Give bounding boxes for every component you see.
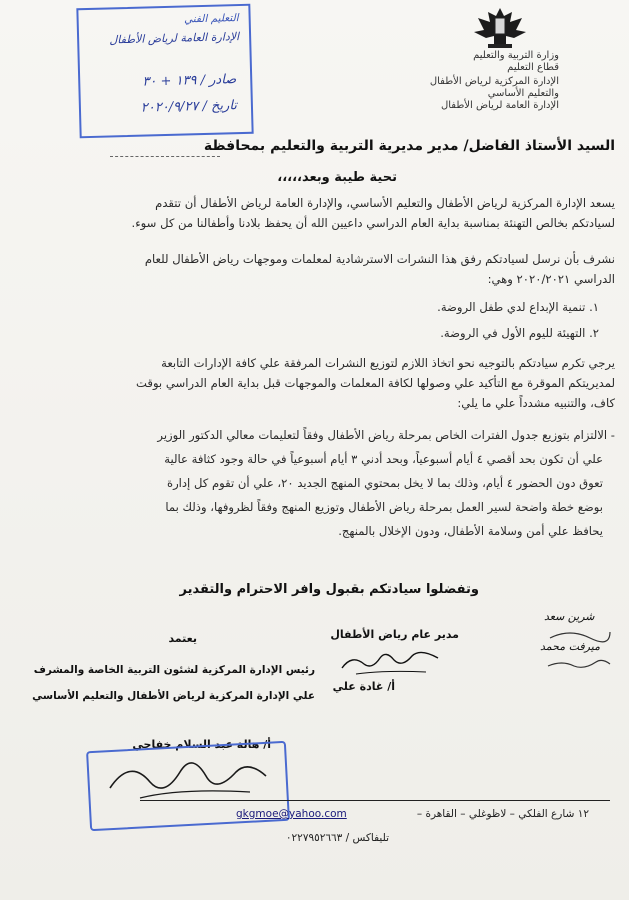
stamp-export-number: صادر / ١٣٩ + ٣٠ <box>142 72 237 90</box>
footer-address: ١٢ شارع الفلكي – لاظوغلي – القاهرة – <box>416 808 589 820</box>
closing-line: وتفضلوا سيادتكم بقبول وافر الاحترام والتقدير <box>179 582 479 597</box>
egypt-eagle-emblem-icon <box>470 4 530 50</box>
paragraph3-line1: يرجي تكرم سيادتكم بالتوجيه نحو اتخاذ اللازم لتوزيع النشرات المرفقة علي كافة الإدارات التابعة <box>161 356 615 370</box>
recipient-line: السيد الأستاذ الفاضل/ مدير مديرية التربية والتعليم بمحافظة <box>203 138 615 154</box>
sector-name: قطاع التعليم <box>507 62 559 73</box>
paragraph3-line3: كاف، والتنبيه مشدداً علي ما يلي: <box>457 396 615 410</box>
paragraph3-line2: لمديريتكم الموقرة مع التأكيد علي وصولها لكافة المعلمات والموجهات قبل بداية العام الدراسي بوقت <box>136 376 615 390</box>
greeting: تحية طيبة وبعد،،،،، <box>277 170 397 185</box>
general-manager-signature-icon <box>336 646 446 680</box>
general-manager-title: مدير عام رياض الأطفال <box>330 628 459 641</box>
list-item-2: ٢. التهيئة لليوم الأول في الروضة. <box>440 326 599 340</box>
paragraph1-line1: يسعد الإدارة المركزية لرياض الأطفال والتعليم الأساسي، والإدارة العامة لرياض الأطفال أن تتقدم <box>155 196 615 210</box>
paragraph2-line1: نشرف بأن نرسل لسيادتكم رفق هذا النشرات الاسترشادية لمعلمات وموجهات رياض الأطفال للعام <box>144 252 615 266</box>
incoming-stamp <box>76 4 253 139</box>
bullet-line1: - الالتزام بتوزيع جدول الفترات الخاص بمرحلة رياض الأطفال وفقاً لتعليمات معالي الدكتور الوزير <box>157 428 615 442</box>
paragraph1-line2: لسيادتكم بخالص التهنئة بمناسبة بداية العام الدراسي داعيين الله أن يحفظ بلادنا وأطفالنا من كل سوء. <box>131 216 615 230</box>
left-initial-name2: ميرفت محمد <box>540 640 600 653</box>
footer-separator <box>140 800 610 801</box>
left-initial-name1: شرين سعد <box>544 610 595 623</box>
central-head-name: أ/ هالة عبد السلام خفاجي <box>132 738 271 751</box>
stamp-date: تاريخ / ٢٠٢٠/٩/٢٧ <box>140 98 238 116</box>
bullet-line3: تعوق دون الحضور ٤ أيام، وذلك بما لا يخل بمحتوي المنهج الجديد ٢٠، علي أن تقوم كل إدارة <box>167 476 603 490</box>
bullet-line5: يحافظ علي أمن وسلامة الأطفال، ودون الإخلال بالمنهج. <box>338 524 603 538</box>
directorate-line1: الإدارة المركزية لرياض الأطفال <box>429 76 559 87</box>
list-item-1: ١. تنمية الإبداع لدي طفل الروضة. <box>437 300 599 314</box>
footer-email-link[interactable]: gkgmoe@yahoo.com <box>236 808 347 820</box>
central-head-title1: رئيس الإدارة المركزية لشئون التربية الخاصة والمشرف <box>33 664 315 676</box>
left-initials-scribble-icon <box>540 618 620 678</box>
recipient-blank-line <box>110 156 220 157</box>
ministry-name: وزارة التربية والتعليم <box>473 50 559 61</box>
central-head-title2: علي الإدارة المركزية لرياض الأطفال والتعليم الأساسي <box>32 690 315 702</box>
general-manager-name: أ/ غادة علي <box>332 680 395 693</box>
directorate-line2: والتعليم الأساسي <box>487 88 559 99</box>
paragraph2-line2: الدراسي ٢٠٢٠/٢٠٢١ وهي: <box>487 272 615 286</box>
stamp-line2: الإدارة العامة لرياض الأطفال <box>109 30 240 47</box>
bullet-line4: بوضع خطة واضحة لسير العمل بمرحلة رياض الأطفال وتوزيع المنهج وفقاً لظروفها، وذلك بما <box>165 500 603 514</box>
general-admin: الإدارة العامة لرياض الأطفال <box>440 100 559 111</box>
stamp-line1: التعليم الفني <box>183 12 239 26</box>
bullet-line2: علي أن تكون بحد أقصي ٤ أيام أسبوعياً، وبحد أدني ٣ أيام أسبوعياً في حالة وجود كثافة عالية <box>164 452 603 466</box>
approval-label: يعتمد <box>168 632 197 645</box>
footer-fax: تليفاكس / ٠٢٢٧٩٥٢٦٦٣ <box>285 832 389 844</box>
